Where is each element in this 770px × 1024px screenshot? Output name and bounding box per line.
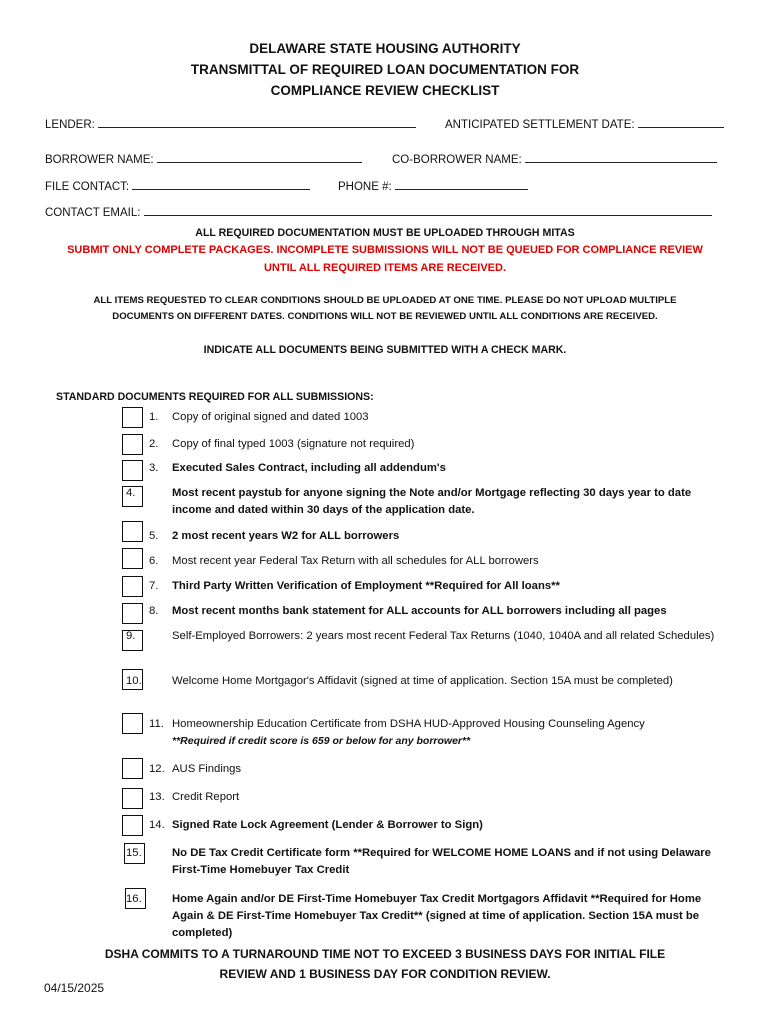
checkbox-item-1[interactable] xyxy=(122,407,143,428)
complete-package-notice-2: UNTIL ALL REQUIRED ITEMS ARE RECEIVED. xyxy=(263,262,507,274)
item-text: Most recent months bank statement for ALL accounts for ALL borrowers including all pages xyxy=(172,605,667,617)
item-number: 14. xyxy=(149,819,165,831)
title-agency: DELAWARE STATE HOUSING AUTHORITY xyxy=(249,41,521,56)
checklist-item-10 xyxy=(126,673,732,690)
checklist-item-12 xyxy=(149,761,729,778)
item-number: 5. xyxy=(149,530,159,542)
checklist-item-8 xyxy=(149,603,729,620)
checkbox-item-3[interactable] xyxy=(122,460,143,481)
file-contact-input-line[interactable] xyxy=(132,177,310,190)
coborrower-label: CO-BORROWER NAME: xyxy=(392,154,522,166)
phone-label: PHONE #: xyxy=(338,181,392,193)
file-contact-field xyxy=(45,177,310,193)
item-number: 8. xyxy=(149,605,159,617)
item-text: No DE Tax Credit Certificate form **Required for WELCOME HOME LOANS and if not using Delaware First-Time Homebuyer Tax Credit xyxy=(172,847,711,876)
checkbox-item-2[interactable] xyxy=(122,434,143,455)
item-text: AUS Findings xyxy=(172,763,242,775)
title-checklist: COMPLIANCE REVIEW CHECKLIST xyxy=(270,83,500,98)
item-number: 6. xyxy=(149,555,159,567)
item-number: 16. xyxy=(126,893,142,905)
item-number: 13. xyxy=(149,791,165,803)
email-label: CONTACT EMAIL: xyxy=(45,207,141,219)
item-text: Executed Sales Contract, including all addendum's xyxy=(172,462,446,474)
item-text: Welcome Home Mortgagor's Affidavit (signed at time of application. Section 15A must be completed) xyxy=(172,675,673,687)
checklist-item-11 xyxy=(149,716,729,733)
item-number: 12. xyxy=(149,763,165,775)
checklist-item-7 xyxy=(149,578,729,595)
complete-package-notice-1: SUBMIT ONLY COMPLETE PACKAGES. INCOMPLETE SUBMISSIONS WILL NOT BE QUEUED FOR COMPLIANCE REVIEW xyxy=(67,244,703,256)
checklist-item-16 xyxy=(126,891,728,942)
checklist-item-5 xyxy=(149,528,729,545)
checkbox-item-12[interactable] xyxy=(122,758,143,779)
checkbox-item-6[interactable] xyxy=(122,548,143,569)
turnaround-commitment-2: REVIEW AND 1 BUSINESS DAY FOR CONDITION REVIEW. xyxy=(219,967,551,981)
title-transmittal: TRANSMITTAL OF REQUIRED LOAN DOCUMENTATION FOR xyxy=(190,62,580,77)
item-number: 9. xyxy=(126,630,136,642)
checklist-item-3 xyxy=(149,460,729,477)
phone-field xyxy=(338,177,528,193)
email-input-line[interactable] xyxy=(144,203,712,216)
item-text: Most recent year Federal Tax Return with all schedules for ALL borrowers xyxy=(172,555,539,567)
item-number: 11. xyxy=(149,718,164,730)
lender-input-line[interactable] xyxy=(98,115,416,128)
turnaround-commitment-1: DSHA COMMITS TO A TURNAROUND TIME NOT TO EXCEED 3 BUSINESS DAYS FOR INITIAL FILE xyxy=(104,947,666,961)
conditions-notice-2: DOCUMENTS ON DIFFERENT DATES. CONDITIONS WILL NOT BE REVIEWED UNTIL ALL CONDITIONS ARE RECEIVED. xyxy=(112,311,658,322)
checkbox-item-11[interactable] xyxy=(122,713,143,734)
checklist-item-14 xyxy=(149,817,729,834)
item-number: 7. xyxy=(149,580,159,592)
borrower-input-line[interactable] xyxy=(157,150,362,163)
item-number: 2. xyxy=(149,438,159,450)
revision-date: 04/15/2025 xyxy=(44,981,105,995)
phone-input-line[interactable] xyxy=(395,177,528,190)
checkmark-instruction: INDICATE ALL DOCUMENTS BEING SUBMITTED WITH A CHECK MARK. xyxy=(203,344,567,356)
coborrower-field xyxy=(392,150,717,166)
settlement-date-field xyxy=(445,115,724,131)
checklist-item-9 xyxy=(126,628,740,645)
item-text: Copy of final typed 1003 (signature not required) xyxy=(172,438,415,450)
lender-label: LENDER: xyxy=(45,119,95,131)
borrower-field xyxy=(45,150,362,166)
item-number: 4. xyxy=(126,487,136,499)
checklist-item-6 xyxy=(149,553,729,570)
upload-notice: ALL REQUIRED DOCUMENTATION MUST BE UPLOADED THROUGH MITAS xyxy=(195,227,575,239)
checkbox-item-13[interactable] xyxy=(122,788,143,809)
checklist-item-13 xyxy=(149,789,729,806)
checkbox-item-5[interactable] xyxy=(122,521,143,542)
checkbox-item-8[interactable] xyxy=(122,603,143,624)
checklist-item-1 xyxy=(149,409,729,426)
item-text: Signed Rate Lock Agreement (Lender & Borrower to Sign) xyxy=(172,819,483,831)
item-text: Credit Report xyxy=(172,791,240,803)
section-title: STANDARD DOCUMENTS REQUIRED FOR ALL SUBMISSIONS: xyxy=(56,391,374,403)
item-text: Self-Employed Borrowers: 2 years most recent Federal Tax Returns (1040, 1040A and all related Schedules) xyxy=(172,630,715,642)
item-text: Most recent paystub for anyone signing the Note and/or Mortgage reflecting 30 days year to date income and dated within 30 days of the application date. xyxy=(172,487,692,516)
settlement-date-label: ANTICIPATED SETTLEMENT DATE: xyxy=(445,119,635,131)
item-number: 10. xyxy=(126,675,142,687)
item-text: Copy of original signed and dated 1003 xyxy=(172,411,369,423)
settlement-date-input-line[interactable] xyxy=(638,115,724,128)
checklist-item-2 xyxy=(149,436,729,453)
item-number: 15. xyxy=(126,847,142,859)
borrower-label: BORROWER NAME: xyxy=(45,154,154,166)
coborrower-input-line[interactable] xyxy=(525,150,717,163)
item-text: Homeownership Education Certificate from DSHA HUD-Approved Housing Counseling Agency xyxy=(172,718,645,730)
checklist-item-4 xyxy=(126,485,732,519)
checkbox-item-7[interactable] xyxy=(122,576,143,597)
lender-field xyxy=(45,115,416,131)
item-number: 1. xyxy=(149,411,159,423)
item-text: Home Again and/or DE First-Time Homebuyer Tax Credit Mortgagors Affidavit **Required for Home Again & DE First-Time Homebuyer Tax Credit** (signed at time of application. Section 15A must be completed) xyxy=(172,893,702,939)
item-11-requirement-note: **Required if credit score is 659 or below for any borrower** xyxy=(172,735,471,747)
file-contact-label: FILE CONTACT: xyxy=(45,181,130,193)
email-field xyxy=(45,203,712,219)
item-number: 3. xyxy=(149,462,159,474)
checkbox-item-14[interactable] xyxy=(122,815,143,836)
item-text: 2 most recent years W2 for ALL borrowers xyxy=(172,530,400,542)
item-text: Third Party Written Verification of Employment **Required for All loans** xyxy=(172,580,560,592)
checklist-item-15 xyxy=(126,845,728,879)
conditions-notice-1: ALL ITEMS REQUESTED TO CLEAR CONDITIONS SHOULD BE UPLOADED AT ONE TIME. PLEASE DO NOT UPLOAD MULTIPLE xyxy=(93,295,677,306)
